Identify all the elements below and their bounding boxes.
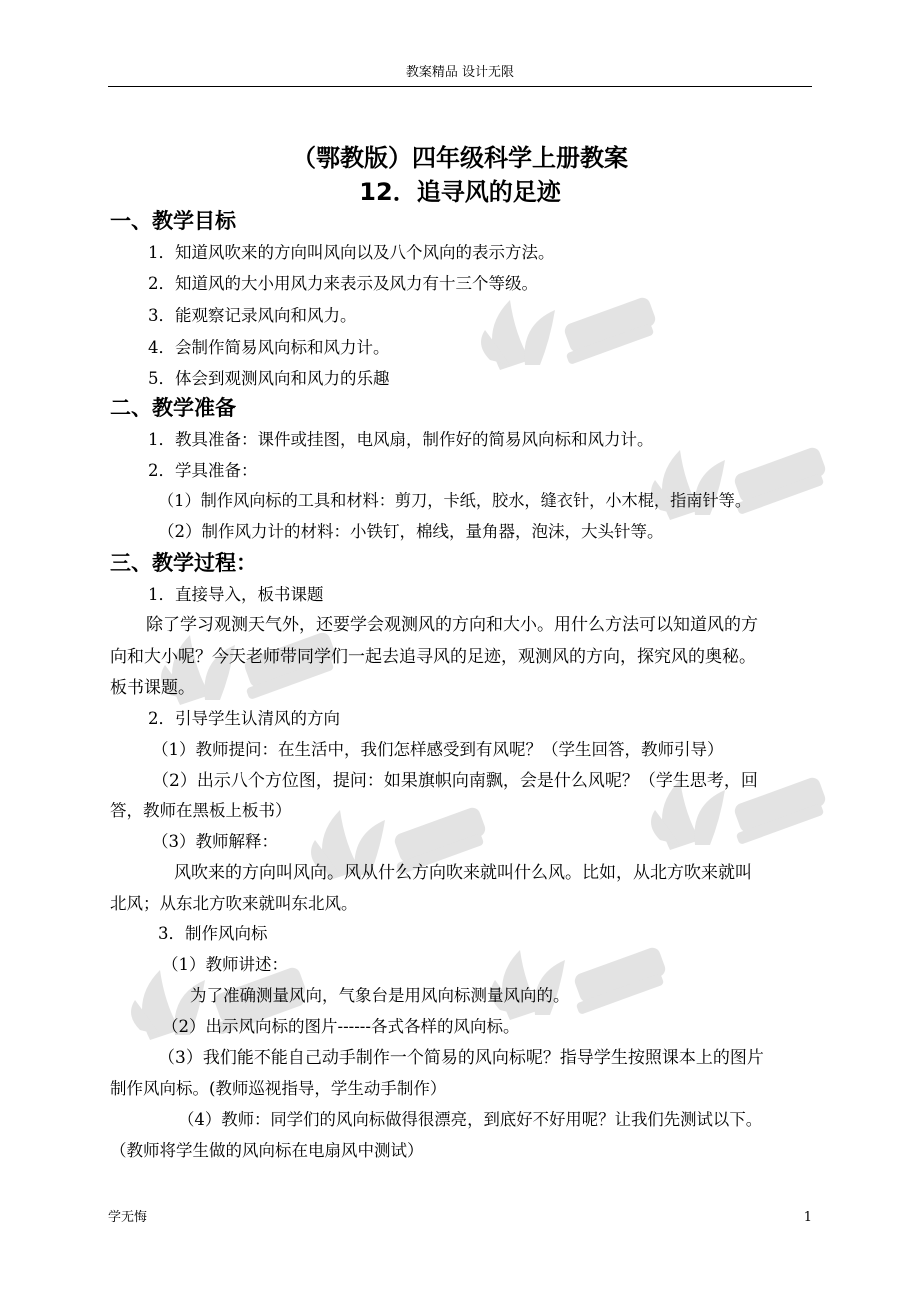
watermark-logo-icon xyxy=(470,290,670,380)
section-heading-process: 三、教学过程： xyxy=(110,551,257,575)
prep-item: 1．教具准备：课件或挂图，电风扇，制作好的简易风向标和风力计。 xyxy=(148,430,654,449)
goal-item: 2．知道风的大小用风力来表示及风力有十三个等级。 xyxy=(148,274,538,293)
prep-item: （2）制作风力计的材料：小铁钉，棉线，量角器，泡沫，大头针等。 xyxy=(158,522,664,541)
page-header: 教案精品 设计无限 xyxy=(108,62,812,87)
watermark-logo-icon xyxy=(150,625,350,715)
process-line: 答，教师在黑板上板书） xyxy=(110,801,292,820)
process-line: 向和大小呢？今天老师带同学们一起去追寻风的足迹，观测风的方向，探究风的奥秘。 xyxy=(110,647,756,667)
process-line: （2）出示八个方位图，提问：如果旗帜向南飘，会是什么风呢？（学生思考，回 xyxy=(152,771,758,791)
lesson-title: 12．追寻风的足迹 xyxy=(359,178,561,206)
process-line: 2．引导学生认清风的方向 xyxy=(148,709,340,728)
section-heading-goals: 一、教学目标 xyxy=(110,209,236,233)
document-title: （鄂教版）四年级科学上册教案 xyxy=(292,144,628,172)
goal-item: 1．知道风吹来的方向叫风向以及八个风向的表示方法。 xyxy=(148,243,555,262)
process-line: 风吹来的方向叫风向。风从什么方向吹来就叫什么风。比如，从北方吹来就叫 xyxy=(174,863,752,883)
process-line: （教师将学生做的风向标在电扇风中测试） xyxy=(110,1141,424,1160)
process-line: 1．直接导入，板书课题 xyxy=(148,585,324,604)
page-number: 1 xyxy=(803,1210,812,1225)
process-line: （3）教师解释： xyxy=(152,832,278,851)
process-line: 板书课题。 xyxy=(110,678,195,698)
prep-item: 2．学具准备： xyxy=(148,461,258,480)
section-heading-prep: 二、教学准备 xyxy=(110,396,236,420)
goal-item: 4．会制作简易风向标和风力计。 xyxy=(148,338,390,357)
process-line: 北风；从东北方吹来就叫东北风。 xyxy=(110,894,358,913)
goal-item: 3．能观察记录风向和风力。 xyxy=(148,306,357,325)
prep-item: （1）制作风向标的工具和材料：剪刀，卡纸，胶水，缝衣针，小木棍，指南针等。 xyxy=(158,491,752,510)
process-line: （2）出示风向标的图片------各式各样的风向标。 xyxy=(162,1017,520,1036)
process-line: 3．制作风向标 xyxy=(158,924,268,943)
process-line: （3）我们能不能自己动手制作一个简易的风向标呢？指导学生按照课本上的图片 xyxy=(158,1048,764,1068)
footer-text: 学无悔 xyxy=(108,1210,148,1225)
process-line: （1）教师提问：在生活中，我们怎样感受到有风呢？（学生回答，教师引导） xyxy=(152,740,724,759)
process-line: （1）教师讲述： xyxy=(162,955,288,974)
process-line: 除了学习观测天气外，还要学会观测风的方向和大小。用什么方法可以知道风的方 xyxy=(146,615,758,635)
goal-item: 5．体会到观测风向和风力的乐趣 xyxy=(148,369,390,388)
process-line: 制作风向标。(教师巡视指导，学生动手制作） xyxy=(110,1079,447,1098)
process-line: （4）教师：同学们的风向标做得很漂亮，到底好不好用呢？让我们先测试以下。 xyxy=(178,1110,763,1129)
process-line: 为了准确测量风向，气象台是用风向标测量风向的。 xyxy=(190,986,570,1005)
watermark-logo-icon xyxy=(640,440,840,530)
